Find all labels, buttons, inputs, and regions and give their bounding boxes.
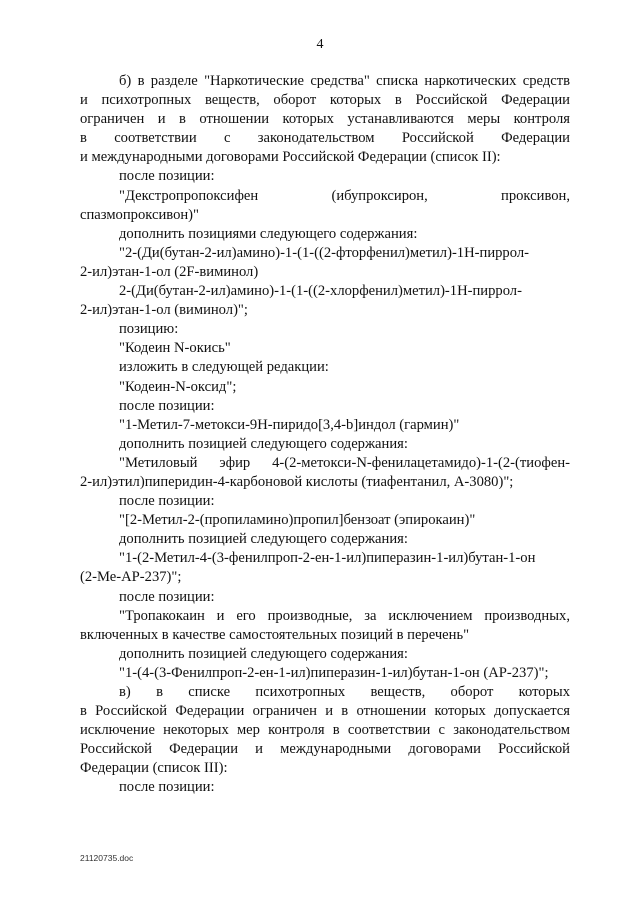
text-line: после позиции: (119, 493, 215, 510)
text-line: после позиции: (119, 588, 215, 605)
text-line: 2-(Ди(бутан-2-ил)амино)-1-(1-((2-хлорфенил)метил)-1Н-пиррол- (119, 283, 522, 300)
text-line: б) в разделе "Наркотические средства" списка наркотических средств (119, 73, 570, 89)
text-line: дополнить позициями следующего содержания: (119, 225, 418, 242)
text-line: "Метиловый эфир 4-(2-метокси-N-фенилацетамидо)-1-(2-(тиофен- (119, 454, 570, 471)
text-line: дополнить позицией следующего содержания: (119, 435, 408, 452)
text-line: после позиции: (119, 168, 215, 185)
text-line: "Кодеин-N-оксид"; (119, 378, 237, 395)
text-line: в соответствии с законодательством Российской Федерации (80, 130, 570, 147)
text-line: включенных в качестве самостоятельных позиций в перечень" (80, 626, 470, 643)
text-line: после позиции: (119, 779, 215, 796)
text-line: дополнить позицией следующего содержания: (119, 645, 408, 662)
text-line: в) в списке психотропных веществ, оборот которых (119, 684, 570, 700)
text-line: (2-Ме-АР-237)"; (80, 569, 182, 586)
text-line: в Российской Федерации ограничен и в отношении которых допускается (80, 703, 570, 720)
text-line: спазмопроксивон)" (80, 206, 199, 223)
text-line: 2-ил)этил)пиперидин-4-карбоновой кислоты (тиафентанил, А-3080)"; (80, 473, 514, 490)
document-body (80, 72, 570, 798)
text-line: "1-(4-(3-Фенилпроп-2-ен-1-ил)пиперазин-1-ил)бутан-1-он (АР-237)"; (119, 664, 549, 681)
footer-filename: 21120735.doc (80, 853, 134, 863)
text-line: изложить в следующей редакции: (119, 359, 329, 376)
text-line: и международными договорами Российской Федерации (список II): (80, 149, 501, 166)
page-number: 4 (316, 37, 324, 52)
text-line: "Кодеин N-окись" (119, 340, 231, 357)
text-line: "2-(Ди(бутан-2-ил)амино)-1-(1-((2-фторфенил)метил)-1Н-пиррол- (119, 244, 529, 261)
text-line: после позиции: (119, 397, 215, 414)
text-line: дополнить позицией следующего содержания: (119, 531, 408, 548)
text-line: и психотропных веществ, оборот которых в Российской Федерации (80, 92, 570, 109)
text-line: Федерации (список III): (80, 760, 228, 777)
text-line: позицию: (119, 321, 179, 338)
text-line: ограничен и в отношении которых устанавливаются меры контроля (80, 111, 570, 128)
text-line: "Декстропропоксифен (ибупроксирон, проксивон, (119, 187, 570, 204)
text-line: "Тропакокаин и его производные, за исключением производных, (119, 607, 570, 624)
text-line: Российской Федерации и международными договорами Российской (80, 741, 570, 758)
text-line: "1-(2-Метил-4-(3-фенилпроп-2-ен-1-ил)пиперазин-1-ил)бутан-1-он (119, 550, 536, 567)
text-line: 2-ил)этан-1-ол (виминол)"; (80, 302, 248, 319)
text-line: исключение некоторых мер контроля в соответствии с законодательством (80, 722, 570, 739)
text-line: 2-ил)этан-1-ол (2F-виминол) (80, 263, 259, 280)
text-line: "1-Метил-7-метокси-9Н-пиридо[3,4-b]индол (гармин)" (119, 416, 460, 433)
text-line: "[2-Метил-2-(пропиламино)пропил]бензоат (эпирокаин)" (119, 512, 476, 529)
